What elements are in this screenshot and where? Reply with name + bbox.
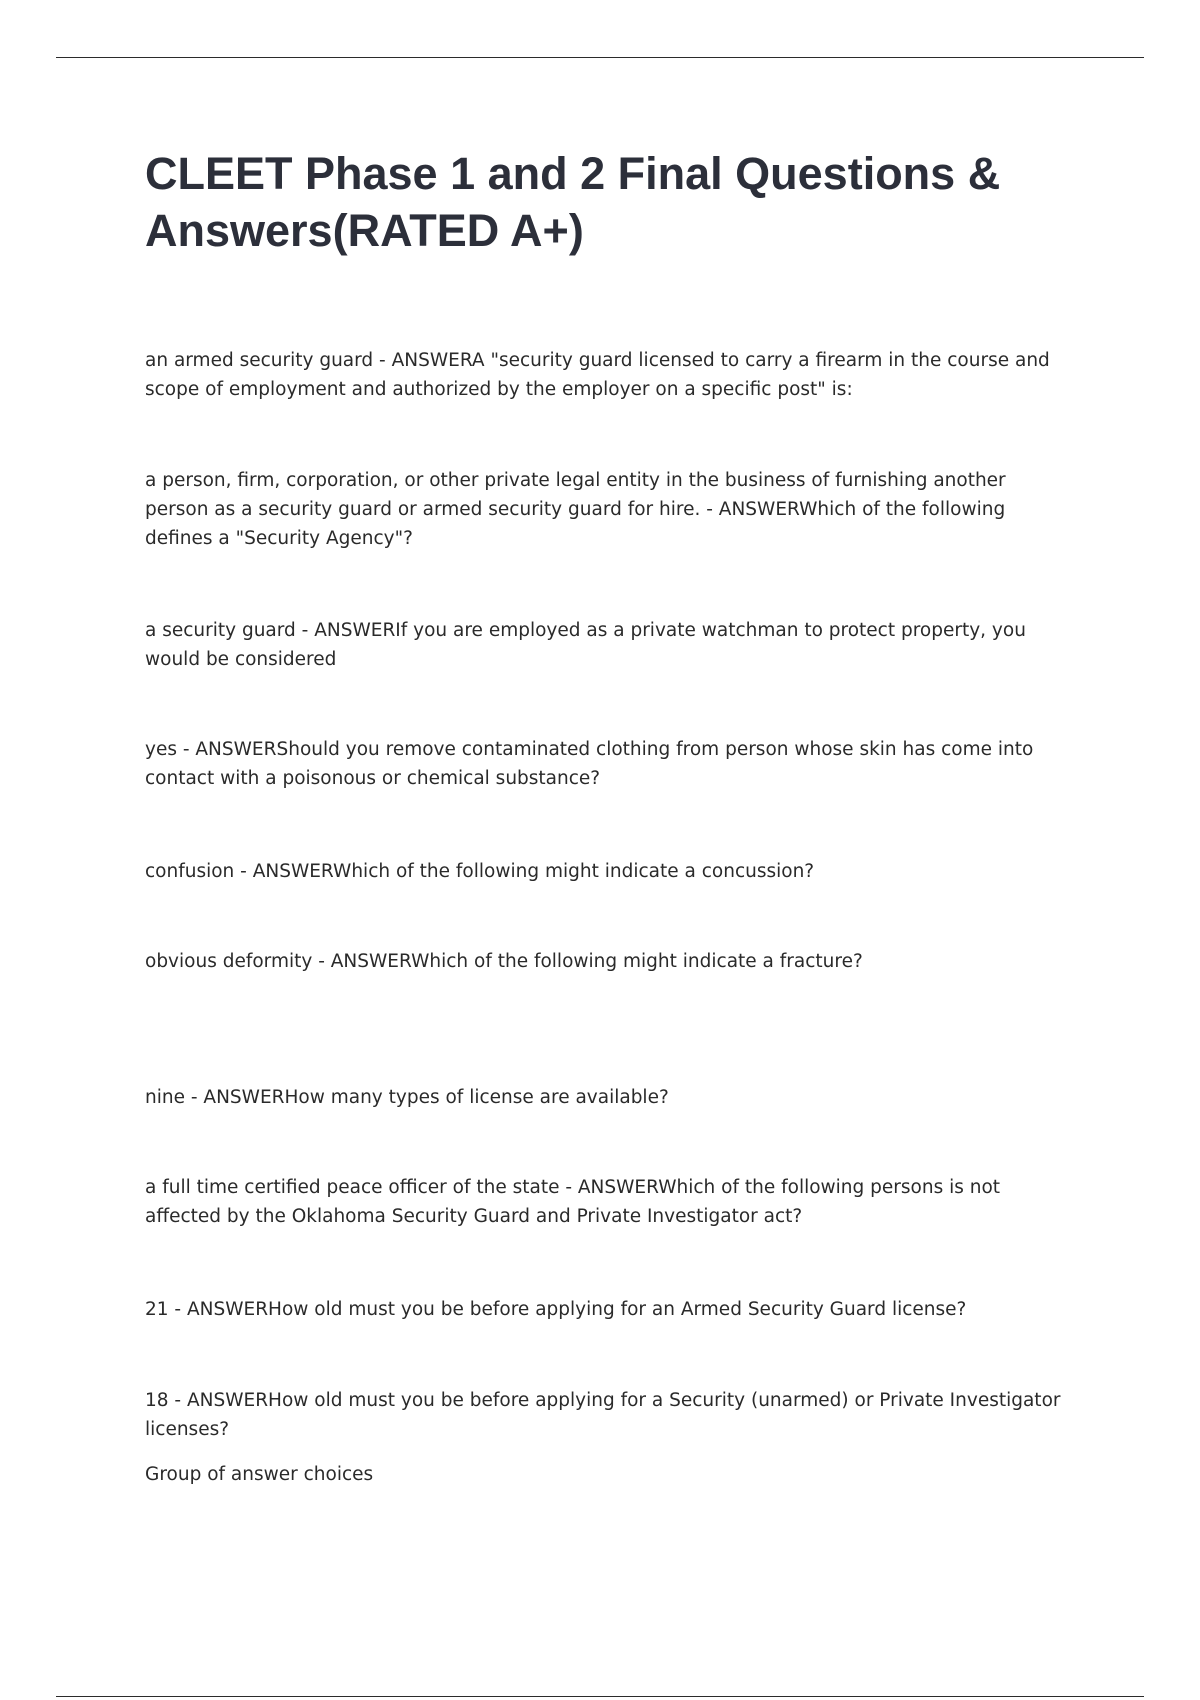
qa-entry: confusion - ANSWERWhich of the following might indicate a concussion? — [145, 861, 815, 882]
qa-entry: 18 - ANSWERHow old must you be before applying for a Security (unarmed) or Private Investigator licenses? — [145, 1390, 1061, 1440]
qa-entry: a person, firm, corporation, or other private legal entity in the business of furnishing another person as a security guard or armed security guard for hire. - ANSWERWhich of the following defines a "Security Agency"? — [145, 470, 1006, 549]
qa-entry: a security guard - ANSWERIf you are employed as a private watchman to protect property, you would be considered — [145, 620, 1026, 670]
qa-entry: nine - ANSWERHow many types of license are available? — [145, 1087, 669, 1108]
bottom-rule — [56, 1696, 1144, 1697]
qa-entry: an armed security guard - ANSWERA "security guard licensed to carry a firearm in the course and scope of employment and authorized by the employer on a specific post" is: — [145, 350, 1050, 400]
qa-entry: yes - ANSWERShould you remove contaminated clothing from person whose skin has come into contact with a poisonous or chemical substance? — [145, 739, 1034, 789]
top-rule — [56, 57, 1144, 58]
qa-entry: a full time certified peace officer of the state - ANSWERWhich of the following persons is not affected by the Oklahoma Security Guard and Private Investigator act? — [145, 1177, 1001, 1227]
document-title: CLEET Phase 1 and 2 Final Questions & Answers(RATED A+) — [145, 148, 1001, 256]
answer-choices-label: Group of answer choices — [145, 1464, 374, 1485]
qa-entry: 21 - ANSWERHow old must you be before applying for an Armed Security Guard license? — [145, 1299, 967, 1320]
qa-entry: obvious deformity - ANSWERWhich of the following might indicate a fracture? — [145, 951, 863, 972]
